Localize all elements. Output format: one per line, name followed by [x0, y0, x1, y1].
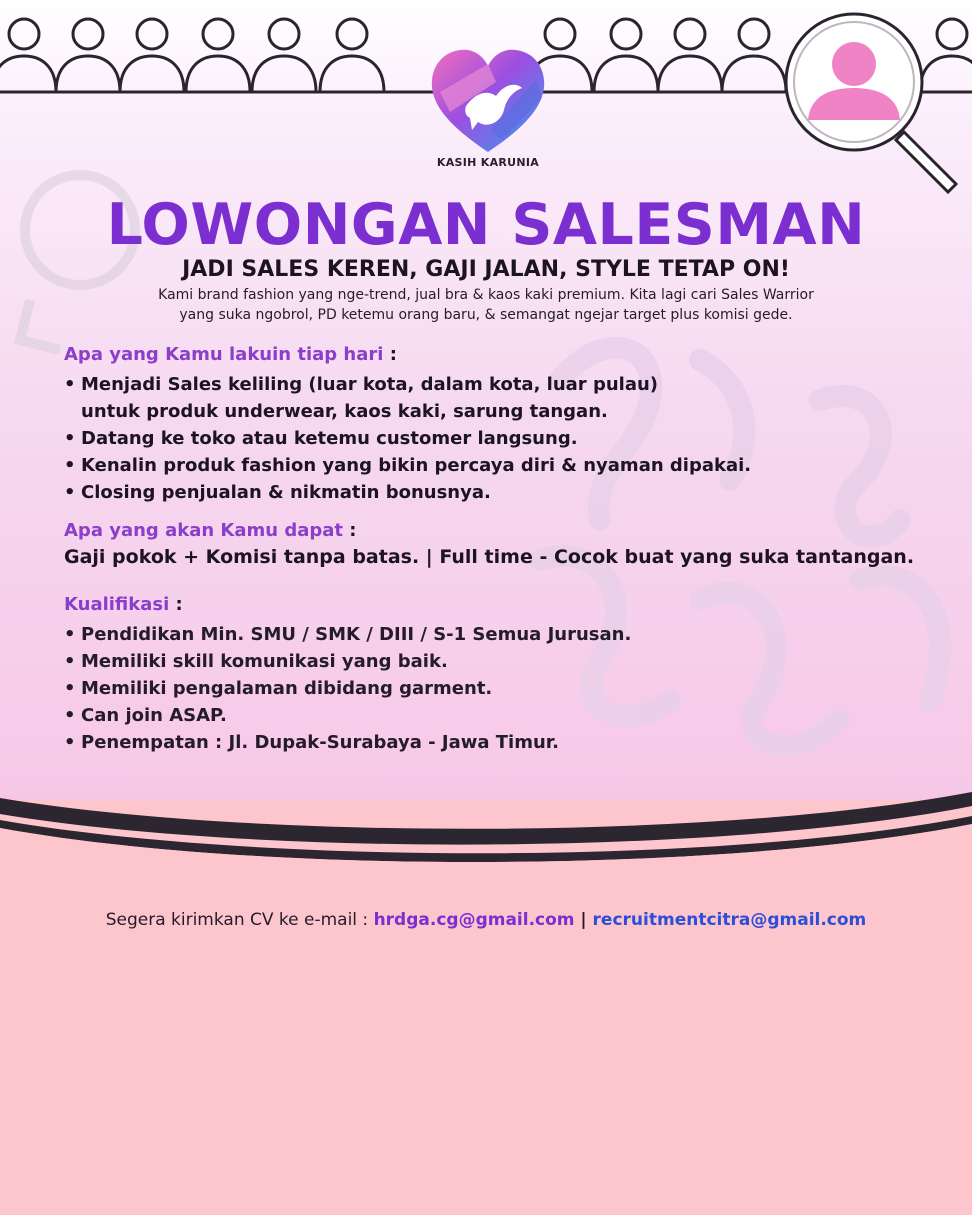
- heading-colon: :: [343, 520, 357, 541]
- page-title: LOWONGAN SALESMAN: [106, 192, 866, 258]
- list-item: [64, 371, 751, 398]
- heading-colon: :: [383, 344, 397, 365]
- bullet: •: [64, 482, 76, 503]
- bullet: •: [64, 624, 76, 645]
- bullet: •: [64, 678, 76, 699]
- benefits-heading-text: Apa yang akan Kamu dapat: [64, 520, 344, 541]
- list-item-text: Can join ASAP.: [81, 705, 227, 726]
- list-item: [64, 398, 751, 425]
- list-item-text: Kenalin produk fashion yang bikin percaya diri & nyaman dipakai.: [81, 455, 752, 476]
- benefits-heading: [64, 520, 357, 541]
- email-link-primary[interactable]: hrdga.cg@gmail.com: [373, 910, 575, 930]
- email-link-secondary[interactable]: recruitmentcitra@gmail.com: [592, 910, 867, 930]
- person-outline-icon: [186, 19, 250, 92]
- duties-heading: [64, 344, 397, 365]
- list-item-text: untuk produk underwear, kaos kaki, sarung tangan.: [81, 401, 608, 422]
- bullet: •: [64, 732, 76, 753]
- bullet: •: [64, 651, 76, 672]
- benefits-text: Gaji pokok + Komisi tanpa batas. | Full time - Cocok buat yang suka tantangan.: [64, 546, 915, 568]
- list-item: [64, 675, 631, 702]
- duties-list: [64, 371, 751, 506]
- subtitle: JADI SALES KEREN, GAJI JALAN, STYLE TETAP ON!: [182, 257, 790, 282]
- person-outline-icon: [252, 19, 316, 92]
- intro-text: [110, 285, 862, 325]
- list-item-text: Memiliki pengalaman dibidang garment.: [81, 678, 493, 699]
- qualifications-heading: [64, 594, 183, 615]
- person-outline-icon: [594, 19, 658, 92]
- list-item-text: Pendidikan Min. SMU / SMK / DIII / S-1 Semua Jurusan.: [81, 624, 632, 645]
- list-item-text: Memiliki skill komunikasi yang baik.: [81, 651, 448, 672]
- list-item: [64, 621, 631, 648]
- brand-name: KASIH KARUNIA: [436, 156, 540, 169]
- heading-colon: :: [169, 594, 183, 615]
- list-item: [64, 425, 751, 452]
- person-outline-icon: [320, 19, 384, 92]
- bullet: •: [64, 374, 76, 395]
- list-item-text: Penempatan : Jl. Dupak-Surabaya - Jawa Timur.: [81, 732, 559, 753]
- contact-label: Segera kirimkan CV ke e-mail :: [105, 910, 374, 930]
- person-outline-icon: [658, 19, 722, 92]
- wave-divider: [0, 770, 972, 880]
- duties-heading-text: Apa yang Kamu lakuin tiap hari: [64, 344, 384, 365]
- heart-dove-logo: [426, 40, 550, 170]
- list-item: [64, 648, 631, 675]
- bullet: •: [64, 705, 76, 726]
- person-outline-icon: [120, 19, 184, 92]
- list-item-text: Menjadi Sales keliling (luar kota, dalam kota, luar pulau): [81, 374, 659, 395]
- list-item: [64, 452, 751, 479]
- magnifier-person-icon: [780, 8, 970, 198]
- qualifications-heading-text: Kualifikasi: [64, 594, 170, 615]
- list-item: [64, 702, 631, 729]
- intro-line: yang suka ngobrol, PD ketemu orang baru, & semangat ngejar target plus komisi gede.: [179, 307, 793, 323]
- person-outline-icon: [722, 19, 786, 92]
- list-item-text: Datang ke toko atau ketemu customer langsung.: [81, 428, 578, 449]
- person-outline-icon: [0, 19, 56, 92]
- email-separator: |: [574, 910, 593, 930]
- list-item: [64, 729, 631, 756]
- qualifications-list: [64, 621, 631, 756]
- list-item: [64, 479, 751, 506]
- bullet: •: [64, 428, 76, 449]
- list-item-text: Closing penjualan & nikmatin bonusnya.: [81, 482, 491, 503]
- person-outline-icon: [56, 19, 120, 92]
- intro-line: Kami brand fashion yang nge-trend, jual bra & kaos kaki premium. Kita lagi cari Sales Warrior: [158, 287, 814, 303]
- bullet: •: [64, 455, 76, 476]
- contact-line: [0, 910, 972, 930]
